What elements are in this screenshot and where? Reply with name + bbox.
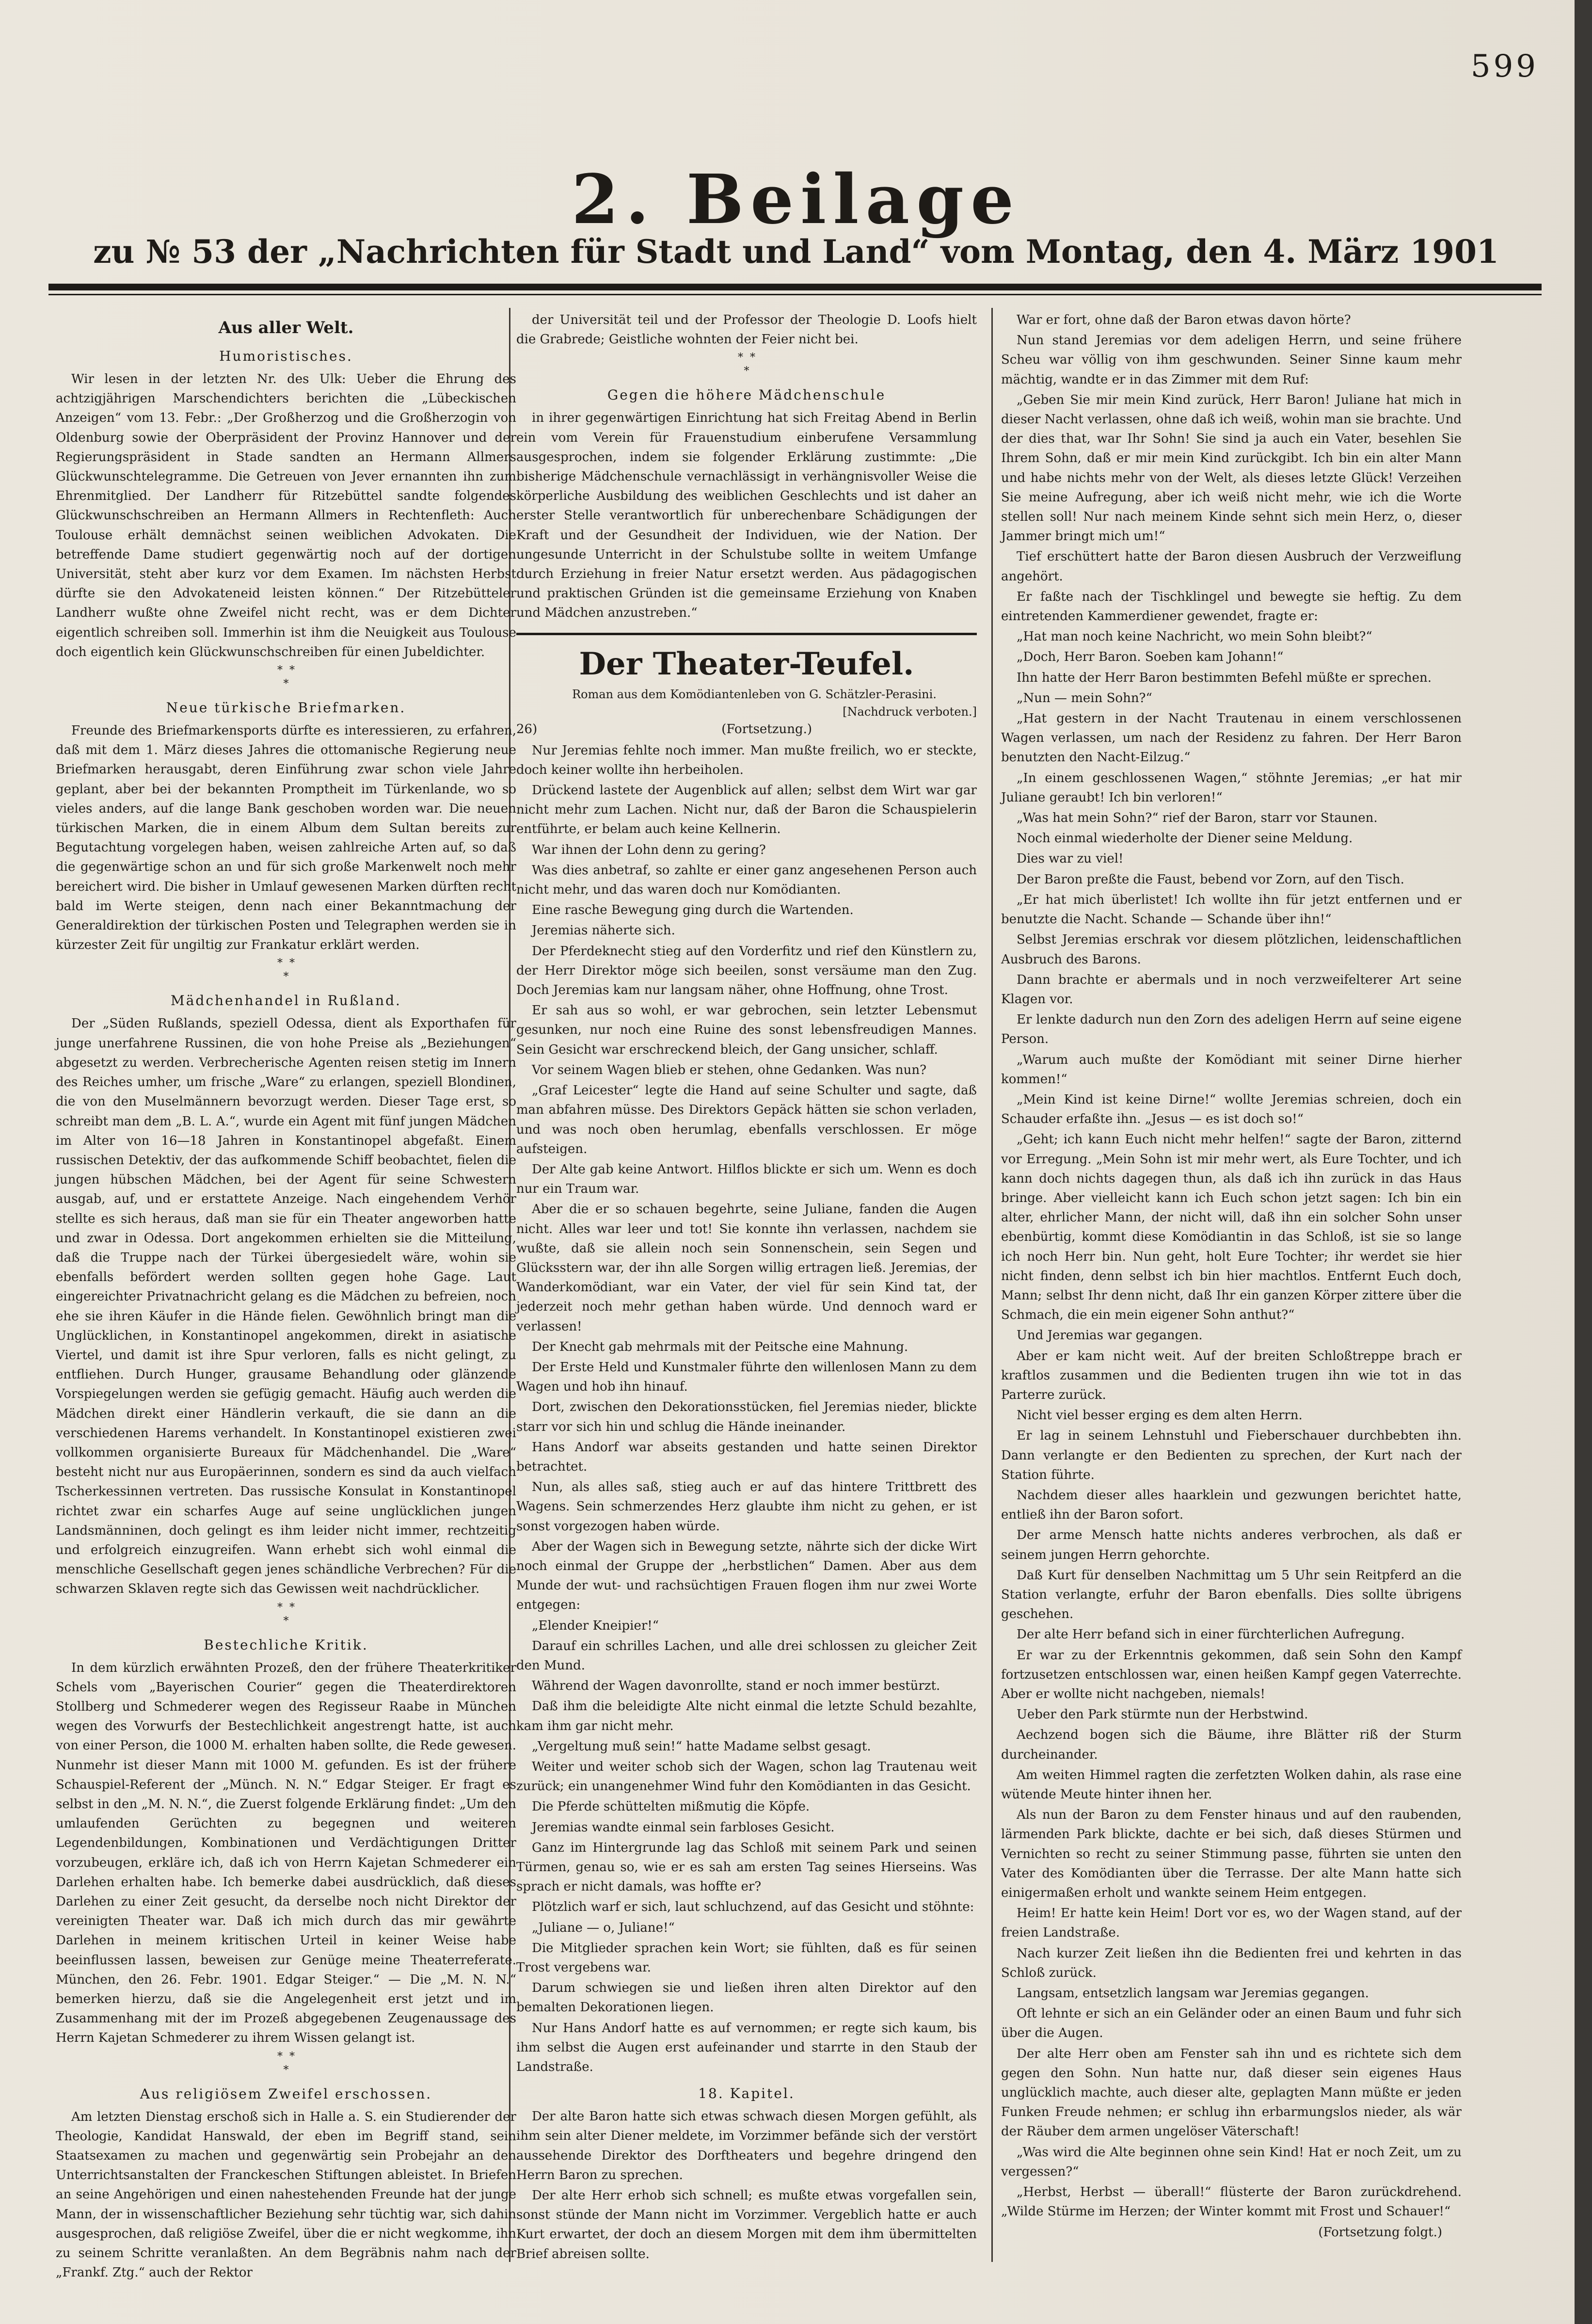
story-paragraph: „Was hat mein Sohn?“ rief der Baron, starr vor Staunen. bbox=[1017, 811, 1378, 826]
supplement-subtitle: zu № 53 der „Nachrichten für Stadt und Land“ vom Montag, den 4. März 1901 bbox=[93, 233, 1499, 271]
story-paragraph: „Hat man noch keine Nachricht, wo mein Sohn bleibt?“ bbox=[1017, 629, 1372, 644]
article-paragraph: in ihrer gegenwärtigen Einrichtung hat sich Freitag Abend in Berlin ein vom Verein für Frauenstudium einberufene Versammlung ausgesprochen, indem sie folgender Erklärung zustimmte: „Die bisherige Mädchenschule vernachlässigt in verhängnisvoller Weise die körperliche Ausbildung des weiblichen Geschlechts und ist daher an erster Stelle verantwortlich für unberechenbare Schädigungen der Kraft und der Gesundheit der Individuen, wie der Nation. Der ungesunde Unterricht in der Schulstube sollte in weitem Umfange durch Erziehung in freier Natur ersetzt werden. Aus pädagogischen und praktischen Gründen ist die gemeinsame Erziehung von Knaben und Mädchen anzustreben.“ bbox=[516, 411, 977, 621]
column-2 bbox=[516, 310, 977, 2265]
article-paragraph: Am letzten Dienstag erschoß sich in Halle a. S. ein Studierender der Theologie, Kandidat Hanswald, der eben im Begriff stand, sein Staatsexamen zu machen und gegenwärtig sein Probejahr an den Unterrichtsanstalten der Franckeschen Stiftungen ableistet. In Briefen an seine Angehörigen und einen nahestehenden Freunde hat der junge Mann, der in wissenschaftlicher Beziehung sehr tüchtig war, sich dahin ausgesprochen, daß religiöse Zweifel, über die er nicht wegkomme, ihn zu seinem Schritte veranlaßten. An dem Begräbnis nahm nach der „Frankf. Ztg.“ auch der Rektor bbox=[56, 2109, 516, 2280]
story-paragraph: Vor seinem Wagen blieb er stehen, ohne Gedanken. Was nun? bbox=[532, 1062, 927, 1077]
story-paragraph: Noch einmal wiederholte der Diener seine Meldung. bbox=[1017, 831, 1353, 846]
page-number: 599 bbox=[1470, 48, 1539, 84]
story-paragraph: Nachdem dieser alles haarklein und gezwungen berichtet hatte, entließ ihn der Baron sofort. bbox=[1001, 1488, 1462, 1523]
separator-stars: * * * bbox=[738, 352, 755, 378]
story-paragraph: Drückend lastete der Augenblick auf allen; selbst dem Wirt war gar nicht mehr zum Lachen. Nicht nur, daß der Baron die Schauspielerin entführte, er belam auch keine Kellnerin. bbox=[516, 783, 977, 837]
story-paragraph: Am weiten Himmel ragten die zerfetzten Wolken dahin, als rase eine wütende Meute hinter ihnen her. bbox=[1001, 1767, 1462, 1802]
article-paragraph: der Universität teil und der Professor der Theologie D. Loofs hielt die Grabrede; Geistliche wohnten der Feier nicht bei. bbox=[516, 313, 977, 347]
section-heading: Aus aller Welt. bbox=[218, 318, 354, 337]
installment-number: 26) bbox=[516, 721, 538, 737]
to-be-continued: (Fortsetzung folgt.) bbox=[1318, 2225, 1442, 2240]
story-paragraph: Als nun der Baron zu dem Fenster hinaus und auf den raubenden, lärmenden Park blickte, dachte er bei sich, daß dieses Stürmen und Vernichten so recht zu seiner Stimmung passe, führten sie unten den Vater des Komödianten über die Terrasse. Der alte Mann hatte sich einigermaßen erholt und wankte seinem Heim entgegen. bbox=[1001, 1808, 1462, 1901]
story-paragraph: Der alte Herr befand sich in einer fürchterlichen Aufregung. bbox=[1017, 1627, 1405, 1642]
story-paragraph: War er fort, ohne daß der Baron etwas davon hörte? bbox=[1017, 313, 1351, 327]
story-paragraph: „Juliane — o, Juliane!“ bbox=[532, 1920, 675, 1935]
chapter-title: 18. Kapitel. bbox=[698, 2085, 795, 2102]
story-paragraph: Ganz im Hintergrunde lag das Schloß mit seinem Park und seinen Türmen, genau so, wie er es sah am ersten Tag seines Hierseins. Was sprach er nicht damals, was hoffte er? bbox=[516, 1840, 977, 1894]
serial-meta bbox=[516, 721, 977, 738]
story-paragraph: Was dies anbetraf, so zahlte er einer ganz angesehenen Person auch nicht mehr, und das waren doch nur Komödianten. bbox=[516, 863, 977, 898]
story-paragraph: Jeremias näherte sich. bbox=[532, 923, 675, 938]
story-paragraph: Ueber den Park stürmte nun der Herbstwind. bbox=[1017, 1707, 1308, 1722]
story-paragraph: Der Pferdeknecht stieg auf den Vorderfitz und rief den Künstlern zu, der Herr Direktor möge sich beeilen, sonst versäume man den Zug. Doch Jeremias kam nur langsam näher, ohne Hoffnung, ohne Trost. bbox=[516, 944, 977, 998]
serial-text-continued bbox=[1001, 310, 1462, 2222]
story-paragraph: Nur Jeremias fehlte noch immer. Man mußte freilich, wo er steckte, doch keiner wollte ihn herbeiholen. bbox=[516, 743, 977, 777]
story-paragraph: „Was wird die Alte beginnen ohne sein Kind! Hat er noch Zeit, um zu vergessen?“ bbox=[1001, 2145, 1462, 2179]
story-paragraph: Aber der Wagen sich in Bewegung setzte, nährte sich der dicke Wirt noch einmal der Gruppe der „herbstlichen“ Damen. Aber aus dem Munde der wut- und rachsüchtigen Frauen flogen ihm nur zwei Worte entgegen: bbox=[516, 1539, 977, 1613]
story-paragraph: War ihnen der Lohn denn zu gering? bbox=[532, 842, 766, 857]
feuilleton-divider bbox=[516, 633, 977, 635]
article-title: Gegen die höhere Mädchenschule bbox=[607, 387, 886, 403]
story-paragraph: Der Knecht gab mehrmals mit der Peitsche eine Mahnung. bbox=[532, 1339, 908, 1354]
story-paragraph: „Elender Kneipier!“ bbox=[532, 1618, 659, 1633]
story-paragraph: „Nun — mein Sohn?“ bbox=[1017, 690, 1152, 705]
column-divider bbox=[991, 308, 993, 2262]
story-paragraph: Er faßte nach der Tischklingel und bewegte sie heftig. Zu dem eintretenden Kammerdiener gewendet, fragte er: bbox=[1001, 589, 1462, 624]
continuation-label: (Fortsetzung.) bbox=[721, 721, 812, 737]
story-paragraph: Dort, zwischen den Dekorationsstücken, fiel Jeremias nieder, blickte starr vor sich hin und schlug die Hände ineinander. bbox=[516, 1400, 977, 1434]
reprint-notice: [Nachdruck verboten.] bbox=[843, 705, 977, 719]
story-paragraph: Der alte Herr oben am Fenster sah ihn und es richtete sich dem gegen den Sohn. Nun hatte nur, daß dieser sein eigenes Haus unglücklich machte, auch dieser alte, geplagten Mann müßte er jeden Funken Freude nehmen; er schlug ihn erbarmungslos nieder, als wär der Räuber dem armen ungelöser Väterschaft! bbox=[1001, 2046, 1462, 2139]
story-paragraph: Darauf ein schrilles Lachen, und alle drei schlossen zu gleicher Zeit den Mund. bbox=[516, 1638, 977, 1673]
story-paragraph: „Hat gestern in der Nacht Trautenau in einem verschlossenen Wagen verlassen, um nach der Residenz zu fahren. Der Herr Baron benutzten den Nacht-Eilzug.“ bbox=[1001, 711, 1462, 765]
story-paragraph: Weiter und weiter schob sich der Wagen, schon lag Trautenau weit zurück; ein unangenehmer Wind fuhr den Komödianten in das Gesicht. bbox=[516, 1760, 977, 1794]
page-edge bbox=[1575, 0, 1592, 2324]
column-3 bbox=[1001, 310, 1462, 2243]
story-paragraph: Nur Hans Andorf hatte es auf vernommen; er regte sich kaum, bis ihm selbst die Augen erst aufeinander und starrte in den Staub der Landstraße. bbox=[516, 2020, 977, 2075]
separator-stars: * * * bbox=[277, 2050, 295, 2076]
article-title: Neue türkische Briefmarken. bbox=[166, 700, 406, 716]
story-paragraph: Nach kurzer Zeit ließen ihn die Bedienten frei und kehrten in das Schloß zurück. bbox=[1001, 1946, 1462, 1980]
separator-stars: * * * bbox=[277, 1601, 295, 1627]
story-paragraph: Oft lehnte er sich an ein Geländer oder an einen Baum und fuhr sich über die Augen. bbox=[1001, 2006, 1462, 2041]
serial-byline: Roman aus dem Komödiantenleben von G. Schätzler-Perasini. bbox=[572, 687, 937, 701]
story-paragraph: Dann brachte er abermals und in noch verzweifelterer Art seine Klagen vor. bbox=[1001, 972, 1462, 1007]
article-paragraph: Der „Süden Rußlands, speziell Odessa, dient als Exporthafen für junge unerfahrene Russinen, die von hohe Preise als „Beziehungen“ abgesetzt zu werden. Verbrecherische Agenten reisen stetig im Innern des Reiches umher, um frische „Ware“ zu erlangen, speziell Blondinen, die von den Muselmännern bevorzugt werden. Dieser Tage erst, so schreibt man dem „B. L. A.“, wurde ein Agent mit fünf jungen Mädchen im Alter von 16—18 Jahren in Konstantinopel abgefaßt. Einem russischen Detektiv, der das aufkommende Schiff beobachtet, fielen die jungen hübschen Mädchen, bei der Agent für seine Schwestern ausgab, auf, und er erstattete Anzeige. Nach eingehendem Verhör stellte es sich heraus, daß man sie für ein Theater angeworben hatte und zwar in Odessa. Dort angekommen erhielten sie die Mitteilung, daß die Truppe nach der Türkei übergesiedelt wäre, wohin sie ebenfalls befördert werden sollten gegen hohe Gage. Laut eingereichter Privatnachricht gelang es die Mädchen zu befreien, noch ehe sie ihren Käufer in die Hände fielen. Gewöhnlich bringt man die Unglücklichen, in Konstantinopel angekommen, direkt in asiatische Viertel, und damit ist ihre Spur verloren, falls es nicht gelingt, zu entfliehen. Durch Hunger, grausame Behandlung oder glänzende Vorspiegelungen werden sie gefügig gemacht. Häufig auch werden die Mädchen direkt einer Händlerin verkauft, die sie dann an die verschiedenen Harems verhandelt. In Konstantinopel existieren zwei vollkommen organisierte Bureaux für Mädchenhandel. Die „Ware“ besteht nicht nur aus Europäerinnen, sondern es sind da auch vielfach Tscherkessinnen vertreten. Das russische Konsulat in Konstantinopel richtet zwar ein scharfes Auge auf seine unglücklichen jungen Landsmänninen, doch gelingt es ihm leider nicht immer, rechtzeitig und erfolgreich einzugreifen. Wann erhebt sich wohl einmal die menschliche Gesellschaft gegen jenes schändliche Verbrechen? Für die schwarzen Sklaven regte sich das Gewissen weit nachdrücklicher. bbox=[56, 1016, 516, 1597]
story-paragraph: Er sah aus so wohl, er war gebrochen, sein letzter Lebensmut gesunken, nur noch eine Ruine des sonst lebensfreudigen Mannes. Sein Gesicht war erschreckend bleich, der Gang unsicher, schlaff. bbox=[516, 1003, 977, 1057]
story-paragraph: „Vergeltung muß sein!“ hatte Madame selbst gesagt. bbox=[532, 1739, 871, 1754]
separator-stars: * * * bbox=[277, 664, 295, 690]
column-1 bbox=[56, 310, 516, 2283]
header-rule bbox=[48, 284, 1542, 290]
story-paragraph: „Graf Leicester“ legte die Hand auf seine Schulter und sagte, daß man abfahren müsse. Des Direktors Gepäck hätten sie schon verladen, und was noch oben herumlag, ebenfalls verschlossen. Er möge aufsteigen. bbox=[516, 1083, 977, 1156]
story-paragraph: „Geben Sie mir mein Kind zurück, Herr Baron! Juliane hat mich in dieser Nacht verlassen, ohne daß ich weiß, wohin man sie brachte. Und der dies that, war Ihr Sohn! Sie sind ja auch ein Vater, besehlen Sie Ihrem Sohn, daß er mir mein Kind zurückgibt. Ich bin ein alter Mann und habe nichts mehr von der Welt, als dieses letzte Glück! Verzeihen Sie meine Aufregung, aber ich weiß nicht mehr, wie ich die Worte stellen soll! Nur nach meinem Kinde sehnt sich mein Herz, o, dieser Jammer bringt mich um!“ bbox=[1001, 392, 1462, 544]
story-paragraph: Dies war zu viel! bbox=[1017, 851, 1124, 866]
story-paragraph: „Mein Kind ist keine Dirne!“ wollte Jeremias schreien, doch ein Schauder erfaßte ihn. „Jesus — es ist doch so!“ bbox=[1001, 1092, 1462, 1127]
separator-stars: * * * bbox=[277, 957, 295, 983]
serial-title: Der Theater-Teufel. bbox=[579, 645, 914, 682]
article-paragraph: In dem kürzlich erwähnten Prozeß, den der frühere Theaterkritiker Schels vom „Bayerischen Courier“ gegen die Theaterdirektoren Stollberg und Schmederer wegen des Regisseur Raabe in München wegen des Vorwurfs der Bestechlichkeit angestrengt hatte, ist auch von einer Person, die 1000 M. erhalten haben sollte, die Rede gewesen. Nunmehr ist dieser Mann mit 1000 M. gefunden. Es ist der frühere Schauspiel-Referent der „Münch. N. N.“ Edgar Steiger. Er fragt es selbst in den „M. N. N.“, die Zuerst folgende Erklärung findet: „Um den umlaufenden Gerüchten zu begegnen und weiteren Legendenbildungen, Kombinationen und Verdächtigungen Dritter vorzubeugen, erkläre ich, daß ich von Herrn Kajetan Schmederer ein Darlehen erhalten habe. Ich bemerke dabei ausdrücklich, daß dieses Darlehen zu einer Zeit gesucht, da derselbe noch nicht Direktor der vereinigten Theater war. Daß ich mich durch das mir gewährte Darlehen in meinem kritischen Urteil in keiner Weise habe beeinflussen lassen, beweisen zur Genüge meine Theaterreferate. München, den 26. Febr. 1901. Edgar Steiger.“ — Die „M. N. N.“ bemerken hierzu, daß sie die Angelegenheit erst jetzt und im Zusammenhang mit der im Prozeß abgegebenen Zeugenaussage des Herrn Kajetan Schmederer zu ihrem Wissen gelangt ist. bbox=[56, 1660, 516, 2046]
article-title: Aus religiösem Zweifel erschossen. bbox=[140, 2085, 432, 2102]
header-rule-thin bbox=[48, 294, 1542, 295]
chapter-text bbox=[516, 2107, 977, 2264]
story-paragraph: Aber er kam nicht weit. Auf der breiten Schloßtreppe brach er kraftlos zusammen und die Bedienten trugen ihn wie tot in das Parterre zurück. bbox=[1001, 1348, 1462, 1402]
story-paragraph: Jeremias wandte einmal sein farbloses Gesicht. bbox=[532, 1820, 835, 1835]
story-paragraph: Tief erschüttert hatte der Baron diesen Ausbruch der Verzweiflung angehört. bbox=[1001, 549, 1462, 584]
article-title: Mädchenhandel in Rußland. bbox=[171, 993, 401, 1009]
story-paragraph: Darum schwiegen sie und ließen ihren alten Direktor auf den bemalten Dekorationen liegen. bbox=[516, 1981, 977, 2015]
story-paragraph: Hans Andorf war abseits gestanden und hatte seinen Direktor betrachtet. bbox=[516, 1440, 977, 1474]
story-paragraph: Heim! Er hatte kein Heim! Dort vor es, wo der Wagen stand, auf der freien Landstraße. bbox=[1001, 1906, 1462, 1940]
story-paragraph: „In einem geschlossenen Wagen,“ stöhnte Jeremias; „er hat mir Juliane geraubt! Ich bin verloren!“ bbox=[1001, 770, 1462, 805]
story-paragraph: Der alte Herr erhob sich schnell; es mußte etwas vorgefallen sein, sonst stünde der Mann nicht im Vorzimmer. Vergeblich hatte er auch Kurt erwartet, der doch an diesem Morgen mit dem ihm übermittelten Brief abreisen sollte. bbox=[516, 2188, 977, 2261]
story-paragraph: Er lenkte dadurch nun den Zorn des adeligen Herrn auf seine eigene Person. bbox=[1001, 1012, 1462, 1047]
story-paragraph: Er lag in seinem Lehnstuhl und Fieberschauer durchbebten ihn. Dann verlangte er den Bedienten zu sprechen, der Kurt nach der Station führte. bbox=[1001, 1428, 1462, 1482]
story-paragraph: „Geht; ich kann Euch nicht mehr helfen!“ sagte der Baron, zitternd vor Erregung. „Mein Sohn ist mir mehr wert, als Eure Tochter, und ich kann doch nichts dagegen thun, als daß ich ihn zurück in das Haus bringe. Aber vielleicht kann ich Euch schon jetzt sagen: Ich bin ein alter, ehrlicher Mann, der nicht will, daß ihn ein solcher Sohn unser ebenbürtig, kommt diese Komödiantin in das Schloß, ist sie so lange ich noch Herr bin. Nun geht, holt Eure Tochter; ihr werdet sie hier nicht finden, denn selbst ich bin hier machtlos. Entfernt Euch doch, Mann; selbst Ihr denn nicht, daß Ihr ein ganzen Körper zittere über die Schmach, die ein mein eigener Sohn anthut?“ bbox=[1001, 1132, 1462, 1323]
story-paragraph: Ihn hatte der Herr Baron bestimmten Befehl müßte er sprechen. bbox=[1017, 670, 1432, 685]
article-paragraph: Wir lesen in der letzten Nr. des Ulk: Ueber die Ehrung des achtzigjährigen Marschendichters berichten die „Lübeckischen Anzeigen“ vom 13. Febr.: „Der Großherzog und die Großherzogin von Oldenburg sowie der Oberpräsident der Provinz Hannover und der Regierungspräsident in Stade sandten an Hermann Allmers Glückwunschtelegramme. Die Getreuen von Jever ernannten ihn zum Ehrenmitglied. Der Landherr für Ritzebüttel sandte folgendes Glückwunschschreiben an Hermann Allmers in Rechtenfleth: Auch Toulouse erhält demnächst seinen weiblichen Advokaten. Die betreffende Dame studiert gegenwärtig noch auf der dortigen Universität, steht aber kurz vor dem Examen. Im nächsten Herbst dürfte sie den Advokateneid leisten können.“ Der Ritzebütteler Landherr wußte ohne Zweifel nicht recht, was er dem Dichter eigentlich schreiben soll. Immerhin ist ihm die Neuigkeit aus Toulouse doch eigentlich kein Glückwunschschreiben für einen Jubeldichter. bbox=[56, 372, 516, 659]
story-paragraph: Der arme Mensch hatte nichts anderes verbrochen, als daß er seinem jungen Herrn gehorchte. bbox=[1001, 1528, 1462, 1562]
story-paragraph: Nun, als alles saß, stieg auch er auf das hintere Trittbrett des Wagens. Sein schmerzendes Herz glaubte ihm nicht zu gehen, er ist sonst vorgezogen haben würde. bbox=[516, 1480, 977, 1534]
article-title: Bestechliche Kritik. bbox=[204, 1636, 368, 1653]
story-paragraph: Nun stand Jeremias vor dem adeligen Herrn, und seine frühere Scheu war völlig von ihm geschwunden. Seiner Sinne kaum mehr mächtig, wandte er in das Zimmer mit dem Ruf: bbox=[1001, 333, 1462, 387]
story-paragraph: Eine rasche Bewegung ging durch die Wartenden. bbox=[532, 903, 854, 918]
story-paragraph: Daß Kurt für denselben Nachmittag um 5 Uhr sein Reitpferd an die Station verlangte, erfuhr der Baron ebenfalls. Dies sollte übrigens geschehen. bbox=[1001, 1568, 1462, 1622]
story-paragraph: „Herbst, Herbst — überall!“ flüsterte der Baron zurückdrehend. „Wilde Stürme im Herzen; der Winter kommt mit Frost und Schauer!“ bbox=[1001, 2185, 1462, 2219]
article-title: Humoristisches. bbox=[219, 348, 353, 364]
story-paragraph: Nicht viel besser erging es dem alten Herrn. bbox=[1017, 1408, 1303, 1423]
serial-text bbox=[516, 741, 977, 2077]
story-paragraph: „Doch, Herr Baron. Soeben kam Johann!“ bbox=[1017, 650, 1284, 665]
story-paragraph: Und Jeremias war gegangen. bbox=[1017, 1328, 1203, 1343]
article-paragraph: Freunde des Briefmarkensports dürfte es interessieren, zu erfahren, daß mit dem 1. März dieses Jahres die ottomanische Regierung neue Briefmarken herausgabt, deren Einführung zwar schon viele Jahre geplant, aber bei der bekannten Promptheit im Türkenlande, wo so vieles anders, auf die lange Bank geschoben worden war. Die neuen türkischen Marken, die in einem Album dem Sultan bereits zur Begutachtung vorgelegen haben, weisen zahlreiche Arten auf, so daß die gegenwärtige schon an und für sich große Markenwelt noch mehr bereichert wird. Die bisher in Umlauf gewesenen Marken dürften recht bald im Werte steigen, denn nach einer Bekanntmachung der Generaldirektion der türkischen Posten und Telegraphen werden sie in kürzester Zeit für ungiltig zur Frankatur erklärt werden. bbox=[56, 723, 516, 953]
supplement-title: 2. Beilage bbox=[571, 160, 1021, 240]
story-paragraph: Die Pferde schüttelten mißmutig die Köpfe. bbox=[532, 1799, 810, 1814]
story-paragraph: Aber die er so schauen begehrte, seine Juliane, fanden die Augen nicht. Alles war leer und tot! Sie konnte ihn verlassen, nachdem sie wußte, daß sie allein noch sein Sonnenschein, sein Segen und Glücksstern war, der ihn alle Sorgen willig ertragen ließ. Jeremias, der Wanderkomödiant, war ein Vater, der viel für sein Kind tat, der jederzeit noch mehr gethan haben würde. Und dennoch ward er verlassen! bbox=[516, 1202, 977, 1334]
story-paragraph: Der alte Baron hatte sich etwas schwach diesen Morgen gefühlt, als ihm sein alter Diener meldete, im Vorzimmer befände sich der verstört aussehende Direktor des Dorftheaters und begehre dringend den Herrn Baron zu sprechen. bbox=[516, 2109, 977, 2182]
story-paragraph: Plötzlich warf er sich, laut schluchzend, auf das Gesicht und stöhnte: bbox=[532, 1900, 974, 1915]
story-paragraph: Der Erste Held und Kunstmaler führte den willenlosen Mann zu dem Wagen und hob ihn hinauf. bbox=[516, 1360, 977, 1394]
story-paragraph: Langsam, entsetzlich langsam war Jeremias gegangen. bbox=[1017, 1986, 1369, 2001]
story-paragraph: Daß ihm die beleidigte Alte nicht einmal die letzte Schuld bezahlte, kam ihm gar nicht mehr. bbox=[516, 1699, 977, 1733]
story-paragraph: Er war zu der Erkenntnis gekommen, daß sein Sohn den Kampf fortzusetzen entschlossen war, einen heißen Kampf gegen Vaterrechte. Aber er wollte nicht nachgeben, niemals! bbox=[1001, 1648, 1462, 1702]
story-paragraph: „Er hat mich überlistet! Ich wollte ihn für jetzt entfernen und er benutzte die Nacht. Schande — Schande über ihn!“ bbox=[1001, 892, 1462, 927]
story-paragraph: Selbst Jeremias erschrak vor diesem plötzlichen, leidenschaftlichen Ausbruch des Barons. bbox=[1001, 932, 1462, 967]
story-paragraph: Der Alte gab keine Antwort. Hilflos blickte er sich um. Wenn es doch nur ein Traum war. bbox=[516, 1162, 977, 1197]
story-paragraph: Die Mitglieder sprachen kein Wort; sie fühlten, daß es für seinen Trost vergebens war. bbox=[516, 1940, 977, 1975]
story-paragraph: Während der Wagen davonrollte, stand er noch immer bestürzt. bbox=[532, 1679, 940, 1694]
story-paragraph: „Warum auch mußte der Komödiant mit seiner Dirne hierher kommen!“ bbox=[1001, 1052, 1462, 1087]
story-paragraph: Der Baron preßte die Faust, bebend vor Zorn, auf den Tisch. bbox=[1017, 872, 1404, 887]
story-paragraph: Aechzend bogen sich die Bäume, ihre Blätter riß der Sturm durcheinander. bbox=[1001, 1728, 1462, 1762]
